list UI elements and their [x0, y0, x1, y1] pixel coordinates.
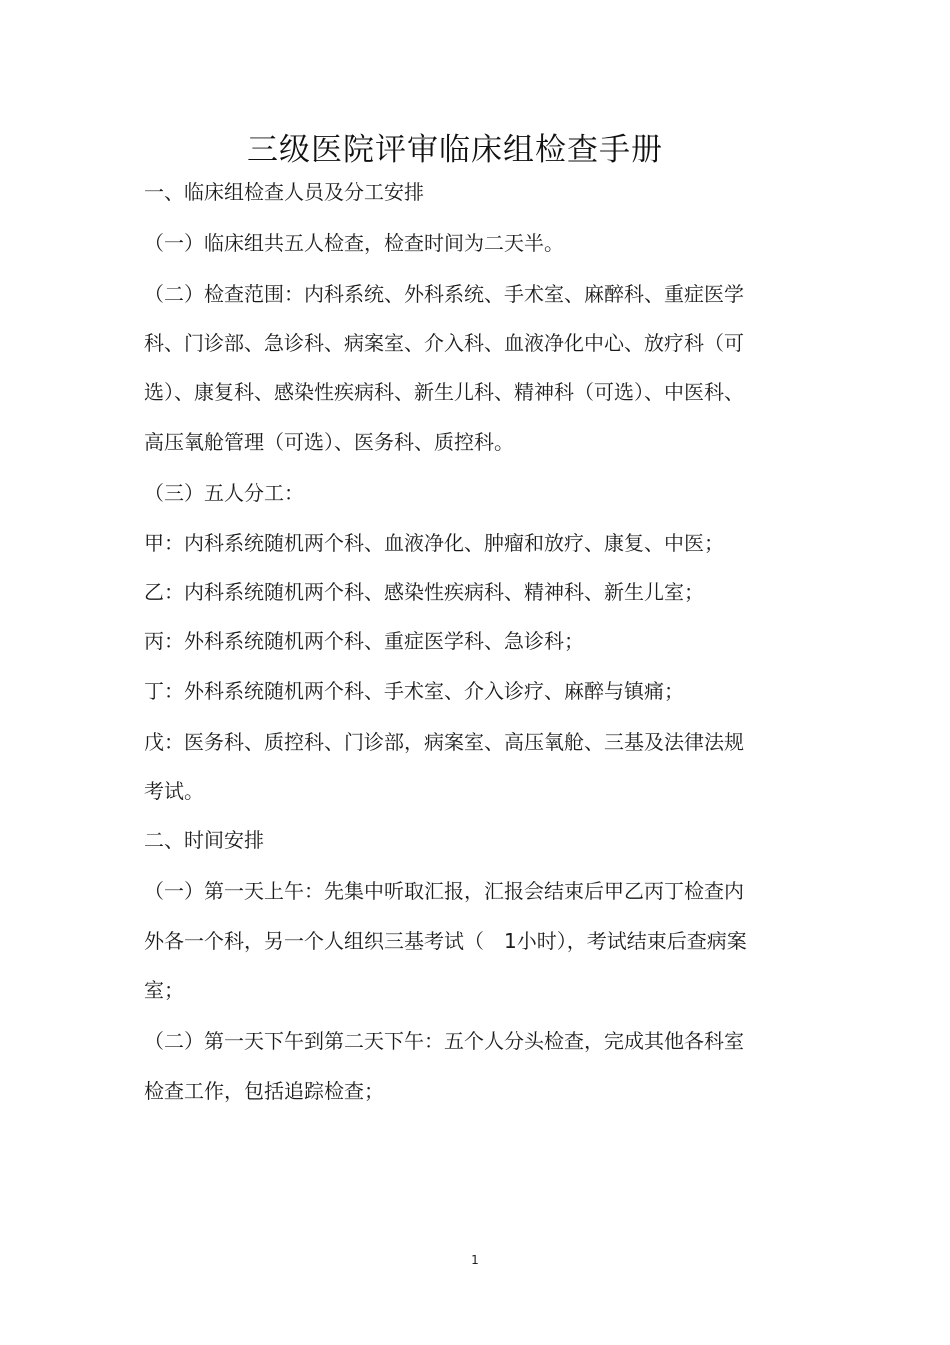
paragraph-line: 科、门诊部、急诊科、病案室、介入科、血液净化中心、放疗科（可	[144, 331, 744, 355]
paragraph-line: 丁：外科系统随机两个科、手术室、介入诊疗、麻醉与镇痛；	[144, 679, 684, 703]
paragraph-line: 选）、康复科、感染性疾病科、新生儿科、精神科（可选）、中医科、	[144, 380, 744, 404]
page-number: 1	[471, 1253, 479, 1267]
paragraph-line: 高压氧舱管理（可选）、医务科、质控科。	[144, 430, 514, 454]
paragraph-line: 考试。	[144, 779, 204, 803]
paragraph-line: （三）五人分工：	[144, 481, 304, 505]
paragraph-line: 外各一个科，另一个人组织三基考试（ 1小时），考试结束后查病案	[144, 929, 747, 953]
paragraph-line: 丙：外科系统随机两个科、重症医学科、急诊科；	[144, 629, 584, 653]
paragraph-line: 检查工作，包括追踪检查；	[144, 1079, 384, 1103]
paragraph-line: （一）临床组共五人检查，检查时间为二天半。	[144, 231, 564, 255]
section-heading-2: 二、时间安排	[144, 828, 264, 852]
paragraph-line: （一）第一天上午：先集中听取汇报，汇报会结束后甲乙丙丁检查内	[144, 879, 744, 903]
paragraph-line: 戊：医务科、质控科、门诊部，病案室、高压氧舱、三基及法律法规	[144, 730, 744, 754]
section-heading-1: 一、临床组检查人员及分工安排	[144, 180, 424, 204]
paragraph-line: 室；	[144, 978, 184, 1002]
paragraph-line: （二）第一天下午到第二天下午：五个人分头检查，完成其他各科室	[144, 1029, 744, 1053]
paragraph-line: （二）检查范围：内科系统、外科系统、手术室、麻醉科、重症医学	[144, 282, 744, 306]
paragraph-line: 乙：内科系统随机两个科、感染性疾病科、精神科、新生儿室；	[144, 580, 704, 604]
paragraph-line: 甲：内科系统随机两个科、血液净化、肿瘤和放疗、康复、中医；	[144, 531, 724, 555]
page-title: 三级医院评审临床组检查手册	[247, 132, 663, 168]
